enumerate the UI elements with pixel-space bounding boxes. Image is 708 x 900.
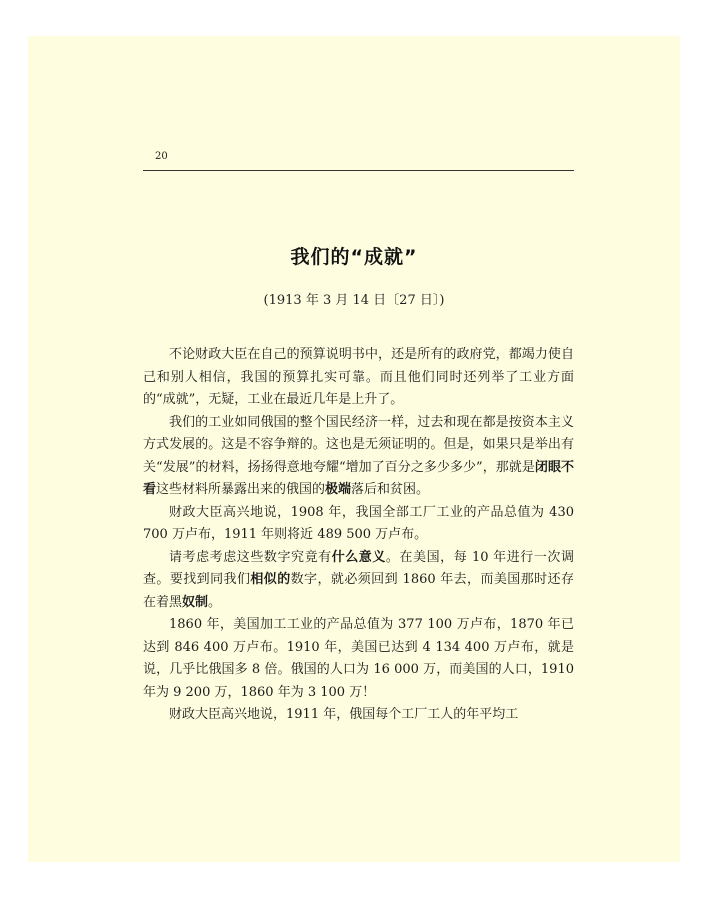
paragraph (143, 547, 574, 615)
paragraph-text: 不论财政大臣在自己的预算说明书中，还是所有的政府党，都竭力使自己和别人相信，我国的预算扎实可靠。而且他们同时还列举了工业方面的“成就”，无疑，工业在最近几年是上升了。 (143, 347, 574, 407)
paragraph-text: 我们的工业如同俄国的整个国民经济一样，过去和现在都是按资本主义方式发展的。这是不容争辩的。这也是无须证明的。但是，如果只是举出有关“发展”的材料，扬扬得意地夸耀“增加了百分之多少多少”，那就是 (143, 414, 574, 475)
book-page (28, 36, 680, 862)
paragraph-text: 落后和贫困。 (351, 482, 430, 497)
emphasis-text: 相似的 (250, 572, 291, 587)
paragraph-text: 。在美国，每 10 年进行一次调查。要找到同我们 (143, 549, 574, 587)
article-date: (1913 年 3 月 14 日〔27 日〕) (263, 293, 445, 308)
paragraph-text: 。 (208, 594, 222, 610)
paragraph (143, 502, 574, 547)
header-rule (143, 170, 574, 171)
paragraph-text: 数字，就必须回到 1860 年去，而美国那时还存在着黑 (143, 572, 574, 610)
body-text (143, 344, 574, 727)
paragraph (143, 704, 574, 727)
page-number: 20 (155, 151, 168, 162)
paragraph-text: 财政大臣高兴地说，1908 年，我国全部工厂工业的产品总值为 430 700 万卢布，1911 年则将近 489 500 万卢布。 (143, 504, 574, 542)
emphasis-text: 极端 (325, 482, 352, 497)
paragraph-text: 请考虑考虑这些数字究竟有 (169, 549, 332, 565)
emphasis-text: 奴制 (182, 594, 209, 610)
paragraph (143, 412, 574, 502)
emphasis-text: 什么意义 (331, 549, 386, 565)
emphasis-text: 闭眼不看 (143, 459, 574, 497)
article-title: 我们的“成就” (290, 246, 418, 268)
paragraph-text: 1860 年，美国加工工业的产品总值为 377 100 万卢布，1870 年已达到 846 400 万卢布。1910 年，美国已达到 4 134 400 万卢布，就是说，几乎比俄国多 8 倍。俄国的人口为 16 000 万，而美国的人口，1910 年为 9 200 万，1860 年为 3 100 万！ (143, 617, 574, 700)
paragraph-text: 这些材料所暴露出来的俄国的 (156, 482, 326, 497)
paragraph-text: 财政大臣高兴地说，1911 年，俄国每个工厂工人的年平均工 (169, 707, 519, 722)
paragraph (143, 614, 574, 704)
paragraph (143, 344, 574, 412)
